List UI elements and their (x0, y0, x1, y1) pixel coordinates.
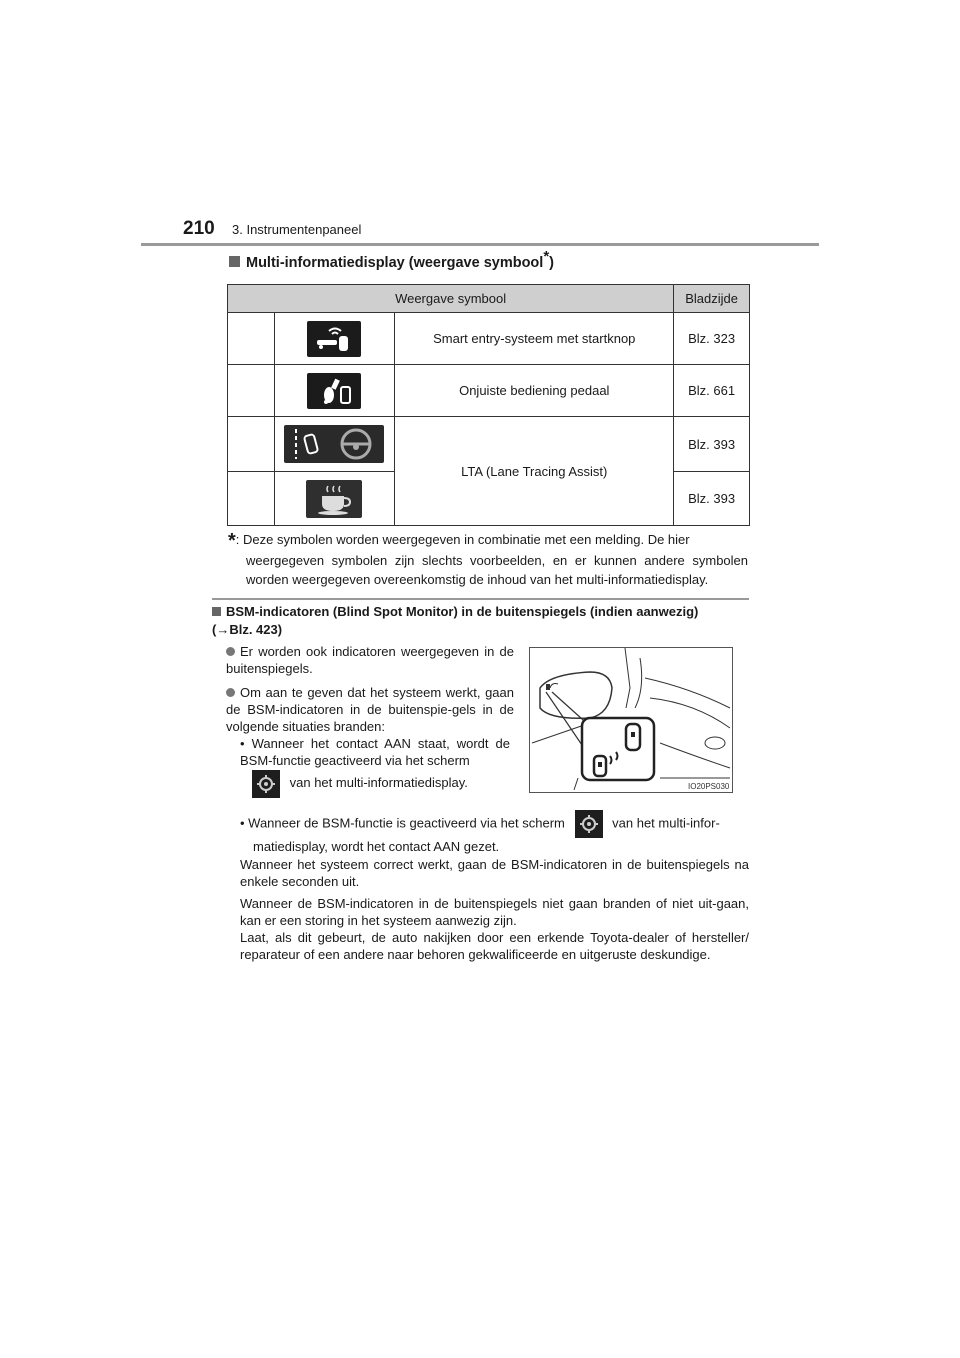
illustration-code: IO20PS030 (688, 782, 730, 791)
sub-bullet-item: • Wanneer de BSM-functie is geactiveerd via het scherm van het multi-infor- (240, 810, 720, 838)
round-bullet-icon (226, 688, 235, 697)
sub-bullet-continuation: van het multi-informatiedisplay. (252, 770, 468, 798)
page-number: 210 (183, 218, 215, 239)
row-page: Blz. 323 (674, 313, 750, 365)
round-bullet-icon (226, 647, 235, 656)
table-header-row (228, 285, 750, 313)
pedal-misoperation-icon (307, 373, 361, 409)
table-row (228, 313, 750, 365)
sub-bullet-continuation: matiedisplay, wordt het contact AAN gezet. (253, 839, 500, 854)
paragraph: Wanneer de BSM-indicatoren in de buitenspiegels niet gaan branden of niet uit-gaan, kan er een storing in het systeem aanwezig zijn. (240, 896, 749, 928)
settings-gear-icon (252, 770, 280, 798)
table-row (228, 365, 750, 417)
table-header-symbol: Weergave symbool (228, 285, 674, 313)
row-page: Blz. 661 (674, 365, 750, 417)
paragraph: Wanneer het systeem correct werkt, gaan de BSM-indicatoren in de buitenspiegels na enkele seconden uit. (240, 857, 749, 889)
table-header-page: Bladzijde (674, 285, 750, 313)
bullet-item: Er worden ook indicatoren weergegeven in de buitenspiegels. (226, 644, 514, 676)
chapter-title: 3. Instrumentenpaneel (232, 222, 362, 237)
coffee-cup-icon (306, 480, 362, 518)
symbol-table (227, 284, 750, 526)
settings-gear-icon (575, 810, 603, 838)
row-label: Smart entry-systeem met startknop (395, 313, 674, 365)
smart-entry-icon (307, 321, 361, 357)
bsm-mirror-illustration (529, 647, 733, 793)
square-bullet-icon (212, 607, 221, 616)
sub-bullet-item: • Wanneer het contact AAN staat, wordt de BSM-functie geactiveerd via het scherm (240, 736, 510, 768)
row-page: Blz. 393 (674, 417, 750, 472)
paragraph: Laat, als dit gebeurt, de auto nakijken door een erkende Toyota-dealer of hersteller/ reparateur of een andere naar behoren gekwalificeerde en uitgeruste deskundige. (240, 930, 749, 962)
bsm-section-title: BSM-indicatoren (Blind Spot Monitor) in de buitenspiegels (indien aanwezig) (→Blz. 423) (212, 604, 699, 637)
footnote: *: Deze symbolen worden weergegeven in combinatie met een melding. De hier weergegeven symbolen zijn slechts voorbeelden, en er kunnen andere symbolen worden weergegeven overeenkomstig de inhoud van het multi-informatiedisplay. (228, 530, 748, 587)
square-bullet-icon (229, 256, 240, 267)
section-title: Multi-informatiedisplay (weergave symbool*) (229, 255, 554, 271)
row-label: LTA (Lane Tracing Assist) (395, 417, 674, 526)
table-row (228, 417, 750, 472)
row-label: Onjuiste bediening pedaal (395, 365, 674, 417)
row-page: Blz. 393 (674, 472, 750, 526)
header-divider (141, 243, 819, 246)
lane-tracing-assist-icon (284, 425, 384, 463)
section-divider (212, 598, 749, 600)
bullet-item: Om aan te geven dat het systeem werkt, gaan de BSM-indicatoren in de buitenspie-gels in de volgende situaties branden: (226, 685, 514, 734)
